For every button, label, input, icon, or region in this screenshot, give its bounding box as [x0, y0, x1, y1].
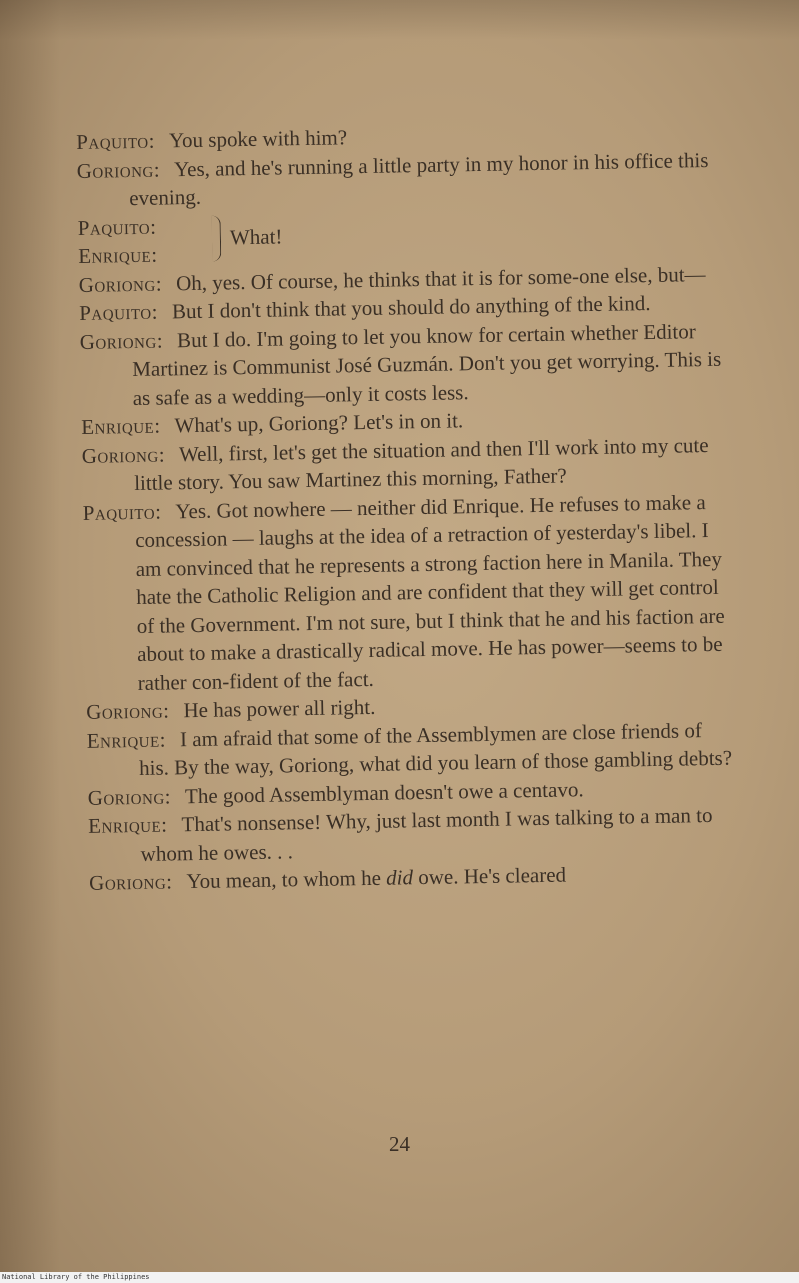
play-dialogue	[76, 117, 739, 898]
brace-mark	[212, 215, 222, 261]
page-shadow-top	[0, 0, 799, 40]
speech-text: Yes, and he's running a little party in my honor in his office this evening.	[129, 147, 709, 211]
speaker-name: Goriong:	[88, 869, 173, 895]
page-shadow-left	[0, 0, 60, 1272]
speech-text: Yes. Got nowhere — neither did Enrique. He refuses to make a concession — laughs at the idea of a retraction of yesterday's libel. I am convinced that he represents a strong faction here in Manila. They hate the Catholic Religion and are confident that they will get control of the Government. I'm not sure, but I think that he and his faction are about to make a drastically radical move. He has power—seems to be rather con-fident of the fact.	[134, 489, 725, 695]
speaker-name: Goriong:	[79, 328, 164, 354]
speech-text: That's nonsense! Why, just last month I was talking to a man to whom he owes. . .	[140, 802, 713, 866]
speech-text: He has power all right.	[183, 694, 376, 723]
speech-text: owe. He's cleared	[412, 862, 567, 890]
shared-speech	[77, 202, 728, 270]
speaker-name: Enrique:	[87, 812, 168, 838]
speaker-name: Enrique:	[81, 413, 161, 439]
speaker-name: Goriong:	[87, 783, 172, 810]
speech-text: I am afraid that some of the Assemblymen are close friends of his. By the way, Goriong, what did you learn of those gambling debts?	[138, 717, 733, 780]
speech-text: What!	[229, 223, 283, 249]
speech-text: The good Assemblyman doesn't owe a centavo.	[184, 776, 584, 808]
speaker-name: Enrique:	[78, 242, 158, 268]
speaker-name: Paquito:	[79, 299, 159, 325]
speech-text: But I do. I'm going to let you know for certain whether Editor Martinez is Communist José Guzmán. Don't you get worrying. This is as safe as a wedding—only it costs less.	[132, 318, 722, 410]
speaker-name: Goriong:	[76, 157, 161, 183]
speaker-name: Goriong:	[81, 441, 166, 468]
speaker-name: Paquito:	[76, 128, 156, 154]
speech-text: You mean, to whom he	[186, 865, 387, 894]
speaker-name: Goriong:	[78, 271, 163, 297]
speech-text: Oh, yes. Of course, he thinks that it is for some-one else, but—	[175, 261, 706, 295]
shared-speakers	[77, 212, 157, 270]
page-number: 24	[389, 1132, 410, 1156]
speech-text: But I don't think that you should do anything of the kind.	[171, 291, 651, 324]
speech-line	[82, 487, 735, 698]
library-watermark: National Library of the Philippines	[2, 1273, 150, 1281]
speech-line	[86, 715, 737, 783]
speech-text: What's up, Goriong? Let's in on it.	[174, 408, 464, 438]
emphasized-word: did	[385, 865, 414, 890]
speaker-name: Enrique:	[86, 727, 167, 753]
speaker-name: Goriong:	[85, 698, 170, 724]
speaker-name: Paquito:	[77, 214, 157, 240]
speaker-name: Paquito:	[82, 499, 162, 525]
speech-text: Well, first, let's get the situation and then I'll work into my cute little story. You saw Martinez this morning, Father?	[133, 432, 709, 496]
speech-text: You spoke with him?	[168, 125, 348, 153]
speech-line	[79, 316, 730, 413]
